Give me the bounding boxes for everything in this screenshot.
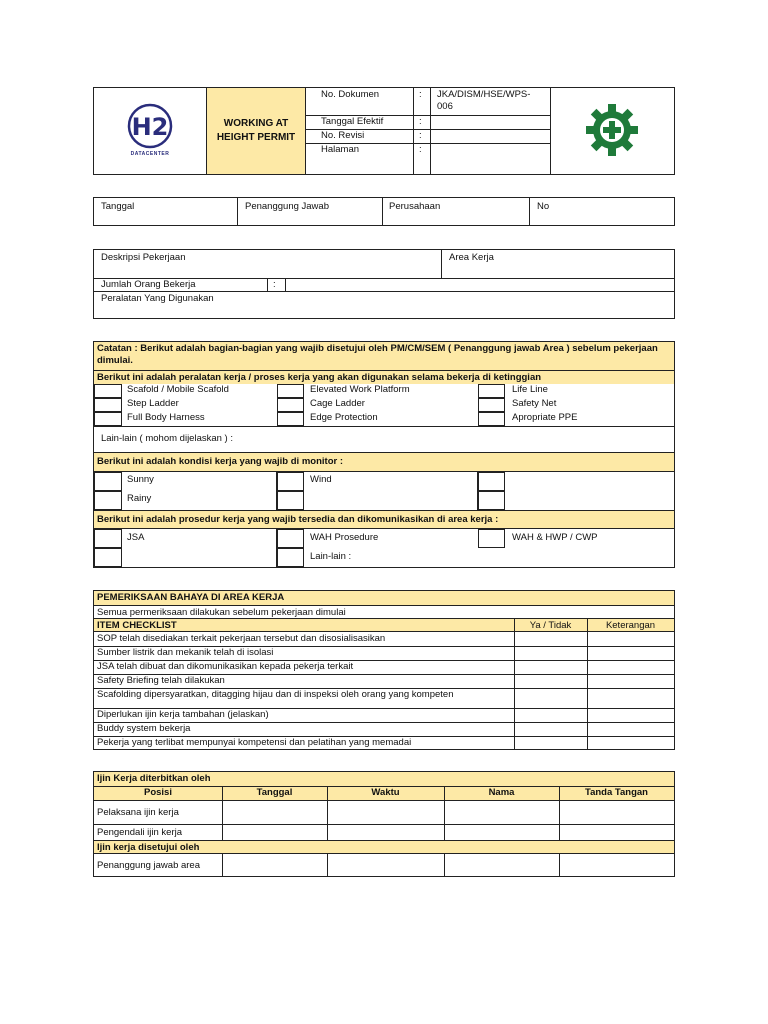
checkbox[interactable]: [277, 529, 304, 548]
procedure-jsa: JSA: [127, 532, 145, 543]
row-executor: Pelaksana ijin kerja: [97, 807, 179, 818]
equip-item-harness: Full Body Harness: [127, 412, 205, 423]
checkbox[interactable]: [277, 398, 304, 412]
approved-title: Ijin kerja disetujui oleh: [94, 840, 674, 854]
revision-colon: :: [419, 130, 422, 141]
worker-count-colon: :: [273, 279, 276, 290]
checkbox[interactable]: [277, 412, 304, 426]
col-name: Nama: [444, 786, 559, 800]
checkbox[interactable]: [94, 529, 122, 548]
checklist-item: Diperlukan ijin kerja tambahan (jelaskan): [97, 709, 269, 720]
checklist-item: Buddy system bekerja: [97, 723, 191, 734]
company-logo: [94, 94, 206, 174]
company-name: DATACENTER: [130, 151, 170, 157]
equipment-section-header: Berikut ini adalah peralatan kerja / proses kerja yang akan digunakan selama bekerja di ketinggian: [94, 370, 674, 384]
checkbox[interactable]: [478, 472, 505, 491]
permit-title-cell: [206, 88, 306, 174]
equip-item-lifeline: Life Line: [512, 384, 548, 395]
effective-date-label: Tanggal Efektif: [321, 116, 384, 127]
date-field[interactable]: Tanggal: [101, 201, 135, 212]
hazard-title: PEMERIKSAAN BAHAYA DI AREA KERJA: [94, 591, 674, 605]
checkbox[interactable]: [478, 398, 505, 412]
equip-item-safety-net: Safety Net: [512, 398, 557, 409]
document-header: [93, 87, 675, 175]
checkbox[interactable]: [277, 548, 304, 567]
checkbox[interactable]: [94, 548, 122, 567]
equip-item-cage-ladder: Cage Ladder: [310, 398, 365, 409]
equip-item-scafold: Scafold / Mobile Scafold: [127, 384, 229, 395]
checkbox[interactable]: [277, 491, 304, 510]
page-colon: :: [419, 144, 422, 155]
checkbox[interactable]: [478, 529, 505, 548]
info-row: [93, 197, 675, 226]
col-position: Posisi: [94, 786, 222, 800]
revision-label: No. Revisi: [321, 130, 365, 141]
checkbox[interactable]: [94, 384, 122, 398]
issued-title: Ijin Kerja diterbitkan oleh: [94, 772, 674, 786]
job-block: [93, 249, 675, 319]
checkbox[interactable]: [478, 491, 505, 510]
col-signature: Tanda Tangan: [559, 786, 674, 800]
checkbox[interactable]: [277, 384, 304, 398]
equipment-used-field[interactable]: Peralatan Yang Digunakan: [101, 293, 214, 304]
row-area-pic: Penanggung jawab area: [97, 860, 201, 871]
requirements-block: [93, 341, 675, 568]
checklist-item: Safety Briefing telah dilakukan: [97, 675, 225, 686]
checkbox[interactable]: [94, 412, 122, 426]
logo-cell: [94, 88, 206, 174]
checkbox[interactable]: [94, 472, 122, 491]
col-yes-no: Ya / Tidak: [514, 618, 587, 632]
other-equipment-field[interactable]: Lain-lain ( mohom dijelaskan ) :: [101, 433, 234, 444]
procedure-hwp: WAH & HWP / CWP: [512, 532, 598, 543]
procedure-others[interactable]: Lain-lain :: [310, 551, 352, 562]
approval-note: Catatan : Berikut adalah bagian-bagian yang wajib disetujui oleh PM/CM/SEM ( Penanggung jawab Area ) sebelum pekerjaan dimulai.: [94, 342, 674, 370]
doc-no-value: JKA/DISM/HSE/WPS-006: [437, 89, 531, 112]
checklist-item: Sumber listrik dan mekanik telah di isolasi: [97, 647, 274, 658]
effective-date-colon: :: [419, 116, 422, 127]
condition-sunny: Sunny: [127, 474, 154, 485]
checklist-item: SOP telah disediakan terkait pekerjaan tersebut dan disosialisasikan: [97, 633, 386, 644]
job-description-field[interactable]: Deskripsi Pekerjaan: [101, 252, 186, 263]
permit-title: WORKING AT HEIGHT PERMIT: [216, 118, 296, 143]
conditions-section-header: Berikut ini adalah kondisi kerja yang wajib di monitor :: [94, 452, 674, 472]
checkbox[interactable]: [277, 472, 304, 491]
company-field[interactable]: Perusahaan: [389, 201, 441, 212]
work-area-field[interactable]: Area Kerja: [449, 252, 494, 263]
equip-item-ewp: Elevated Work Platform: [310, 384, 410, 395]
procedures-section-header: Berikut ini adalah prosedur kerja yang wajib tersedia dan dikomunikasikan di area kerja :: [94, 510, 674, 529]
hazard-subtitle: Semua permeriksaan dilakukan sebelum pekerjaan dimulai: [94, 605, 674, 618]
pic-field[interactable]: Penanggung Jawab: [245, 201, 329, 212]
equip-item-step-ladder: Step Ladder: [127, 398, 179, 409]
checklist-item: Pekerja yang terlibat mempunyai kompetensi dan pelatihan yang memadai: [97, 737, 412, 748]
procedure-wah: WAH Prosedure: [310, 532, 379, 543]
page-label: Halaman: [321, 144, 360, 155]
checkbox[interactable]: [478, 384, 505, 398]
worker-count-label: Jumlah Orang Bekerja: [101, 279, 196, 290]
checklist-item: Scafolding dipersyaratkan, ditagging hijau dan di inspeksi oleh orang yang kompeten: [97, 689, 454, 700]
checkbox[interactable]: [478, 412, 505, 426]
doc-no-colon: :: [419, 89, 422, 100]
equip-item-ppe: Apropriate PPE: [512, 412, 578, 423]
col-time: Waktu: [327, 786, 444, 800]
checklist-item: JSA telah dibuat dan dikomunikasikan kepada pekerja terkait: [97, 661, 354, 672]
col-notes: Keterangan: [587, 618, 674, 632]
condition-wind: Wind: [310, 474, 332, 485]
checkbox[interactable]: [94, 491, 122, 510]
hazard-checklist: [93, 590, 675, 750]
doc-no-label: No. Dokumen: [321, 89, 380, 100]
row-controller: Pengendali ijin kerja: [97, 827, 183, 838]
svg-text:H2: H2: [131, 113, 169, 141]
col-item-checklist: ITEM CHECKLIST: [94, 618, 514, 632]
condition-rainy: Rainy: [127, 493, 152, 504]
safety-gear-icon: [582, 100, 642, 160]
checkbox[interactable]: [94, 398, 122, 412]
permit-signatures: [93, 771, 675, 877]
equip-item-edge: Edge Protection: [310, 412, 378, 423]
col-date: Tanggal: [222, 786, 327, 800]
number-field[interactable]: No: [537, 201, 550, 212]
